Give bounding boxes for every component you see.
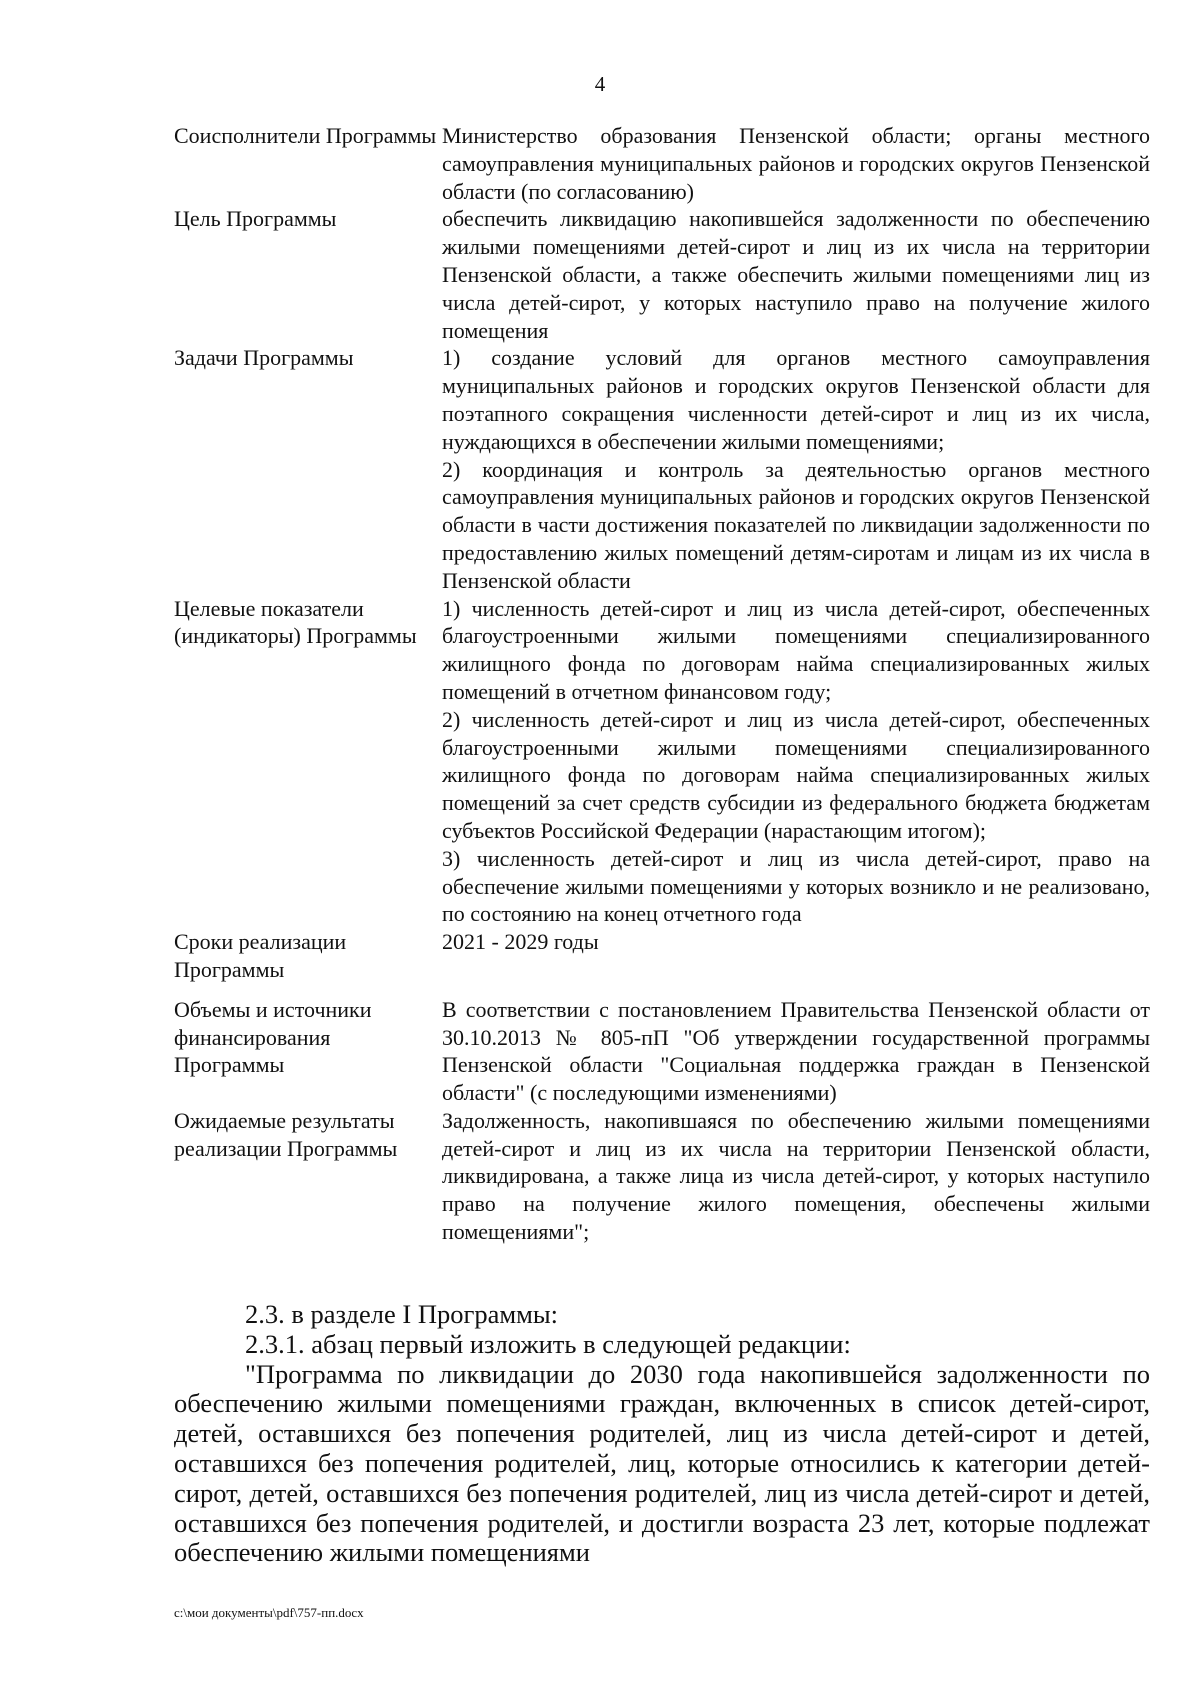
passport-value-paragraph: 1) создание условий для органов местного самоуправления муниципальных районов и городских округов Пензенской области для поэтапного сокращения численности детей-сирот и лиц из их числа, нуждающихся в обеспечении жилыми помещениями; [442,345,1150,454]
passport-row [174,1107,1150,1246]
body-paragraph: "Программа по ликвидации до 2030 года накопившейся задолженности по обеспечению жилыми помещениями граждан, включенных в список детей-сирот, детей, оставшихся без попечения родителей, лиц из числа детей-сирот и детей, оставшихся без попечения родителей, лиц, которые относились к категории детей-сирот, детей, оставшихся без попечения родителей, лиц из числа детей-сирот и детей, оставшихся без попечения родителей, и достигли возраста 23 лет, которые подлежат обеспечению жилыми помещениями [174,1358,1150,1568]
program-passport-table [174,122,1150,1246]
passport-row-label: Задачи Программы [174,345,354,371]
body-paragraph: 2.3.1. абзац первый изложить в следующей редакции: [245,1328,851,1359]
passport-value-paragraph: обеспечить ликвидацию накопившейся задолженности по обеспечению жилыми помещениями детей-сирот и лиц из их числа на территории Пензенской области, а также обеспечить жилыми помещениями лиц из числа детей-сирот, у которых наступило право на получение жилого помещения [442,206,1150,343]
passport-value-paragraph: 2) координация и контроль за деятельностью органов местного самоуправления муниципальных районов и городских округов Пензенской области в части достижения показателей по ликвидации задолженности по предоставлению жилых помещений детям-сиротам и лицам из их числа в Пензенской области [442,456,1150,593]
passport-value-paragraph: Задолженность, накопившаяся по обеспечению жилыми помещениями детей-сирот и лиц из их числа на территории Пензенской области, ликвидирована, а также лица из числа детей-сирот, у которых наступило право на получение жилого помещения, обеспечены жилыми помещениями"; [442,1107,1150,1245]
passport-value-paragraph: Министерство образования Пензенской области; органы местного самоуправления муниципальных районов и городских округов Пензенской области (по согласованию) [442,123,1150,204]
page-number: 4 [594,72,606,96]
passport-row-value [442,344,1150,594]
passport-row-label: Объемы и источники финансирования Программы [174,996,372,1078]
passport-row-label: Цель Программы [174,206,337,232]
passport-row [174,928,1150,984]
passport-row-label: Сроки реализации Программы [174,929,347,982]
passport-row-value [442,1107,1150,1246]
passport-row [174,205,1150,344]
body-paragraph: 2.3. в разделе I Программы: [245,1299,559,1329]
passport-row [174,122,1150,205]
passport-value-paragraph: 1) численность детей-сирот и лиц из числа детей-сирот, обеспеченных благоустроенными жилыми помещениями специализированного жилищного фонда по договорам найма специализированных жилых помещений в отчетном финансовом году; [442,595,1150,704]
passport-row-value [442,595,1150,929]
amendment-text [174,1300,1150,1568]
passport-row-label: Целевые показатели (индикаторы) Программы [174,595,417,649]
passport-row-label: Ожидаемые результаты реализации Программы [174,1107,398,1161]
passport-row [174,344,1150,594]
passport-row-value [442,984,1150,1107]
passport-row [174,984,1150,1107]
passport-value-paragraph: 2) численность детей-сирот и лиц из числа детей-сирот, обеспеченных благоустроенными жилыми помещениями специализированного жилищного фонда по договорам найма специализированных жилых помещений за счет средств субсидии из федерального бюджета бюджетам субъектов Российской Федерации (нарастающим итогом); [442,706,1150,843]
passport-row-label: Соисполнители Программы [174,123,437,148]
passport-row-value [442,122,1150,205]
passport-value-paragraph: В соответствии с постановлением Правительства Пензенской области от 30.10.2013 № 805-пП "Об утверждении государственной программы Пензенской области "Социальная поддержка граждан в Пензенской области" (с последующими изменениями) [442,996,1150,1106]
passport-row-value [442,205,1150,344]
file-path-footer: c:\мои документы\pdf\757-пп.docx [174,1605,364,1620]
passport-value-paragraph: 2021 - 2029 годы [442,929,599,955]
passport-row-value [442,928,1150,984]
passport-row [174,595,1150,929]
passport-value-paragraph: 3) численность детей-сирот и лиц из числа детей-сирот, право на обеспечение жилыми помещениями у которых возникло и не реализовано, по состоянию на конец отчетного года [442,845,1150,927]
